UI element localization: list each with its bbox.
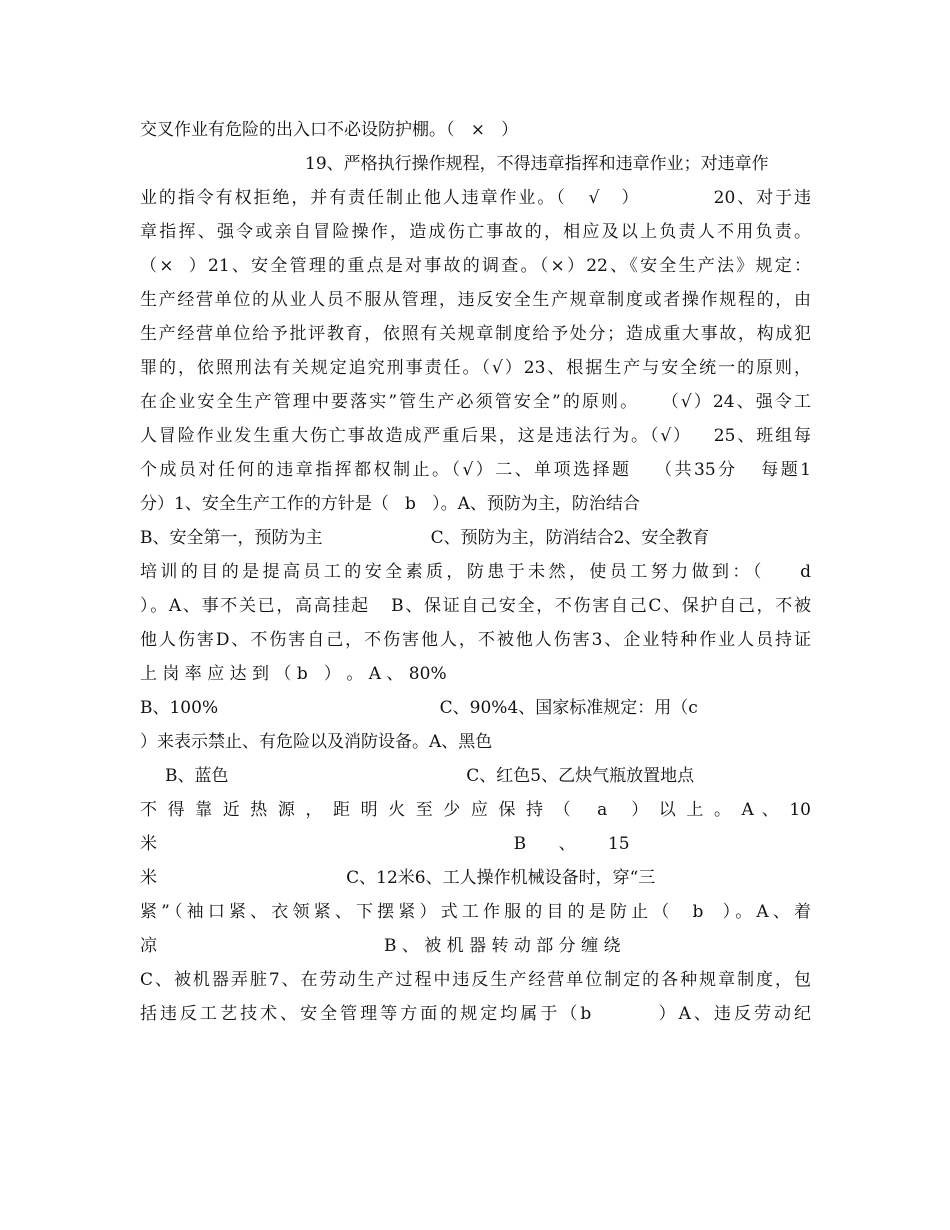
- text-line: 他人伤害D、不伤害自己，不伤害他人，不被他人伤害3、企业特种作业人员持证: [140, 630, 811, 650]
- text-line: B、100% C、90%4、国家标准规定：用（c: [140, 698, 698, 718]
- text-line: 分）1、安全生产工作的方针是（ b ）。A、预防为主，防治结合: [140, 494, 640, 514]
- text-line: 人冒险作业发生重大伤亡事故造成严重后果，这是违法行为。（√） 25、班组每: [140, 426, 811, 446]
- text-line: 19、严格执行操作规程，不得违章指挥和违章作业；对违章作: [305, 154, 769, 174]
- text-line: 生产经营单位的从业人员不服从管理，违反安全生产规章制度或者操作规程的，由: [140, 290, 811, 310]
- text-line: 在企业安全生产管理中要落实”管生产必须管安全”的原则。 （√）24、强令工: [140, 392, 811, 412]
- text-line: 凉 B 、 被 机 器 转 动 部 分 缠 绕: [140, 936, 621, 956]
- text-line: ）来表示禁止、有危险以及消防设备。A、黑色: [140, 732, 493, 752]
- text-line: （× ）21、安全管理的重点是对事故的调查。（×）22、《安全生产法》规定：: [140, 256, 811, 276]
- text-line: 米 C、12米6、工人操作机械设备时，穿“三: [140, 868, 656, 888]
- text-line: 生产经营单位给予批评教育，依照有关规章制度给予处分；造成重大事故，构成犯: [140, 324, 811, 344]
- text-line: 章指挥、强令或亲自冒险操作，造成伤亡事故的，相应及以上负责人不用负责。: [140, 222, 811, 242]
- text-line: 上 岗 率 应 达 到 （ b ） 。 A 、 80%: [140, 664, 447, 684]
- text-line: 业的指令有权拒绝，并有责任制止他人违章作业。（ √ ） 20、对于违: [140, 188, 811, 208]
- text-line: 米 B 、 15: [140, 834, 630, 854]
- text-line: 培训的目的是提高员工的安全素质，防患于未然，使员工努力做到：（ d: [140, 562, 811, 582]
- text-line: 紧”（袖口紧、衣领紧、下摆紧）式工作服的目的是防止（ b ）。A、着: [140, 902, 811, 922]
- text-line: 不 得 靠 近 热 源 ， 距 明 火 至 少 应 保 持 （ a ） 以 上 。 A 、 10: [140, 800, 811, 820]
- text-line: C、被机器弄脏7、在劳动生产过程中违反生产经营单位制定的各种规章制度，包: [140, 970, 811, 990]
- text-line: 括违反工艺技术、安全管理等方面的规定均属于（b ）A、违反劳动纪: [140, 1004, 811, 1024]
- text-line: ）。A、事不关已，高高挂起 B、保证自己安全，不伤害自己C、保护自己，不被: [140, 596, 811, 616]
- text-line: 交叉作业有危险的出入口不必设防护棚。（ × ）: [140, 120, 519, 140]
- text-line: B、安全第一，预防为主 C、预防为主，防消结合2、安全教育: [140, 528, 710, 548]
- text-line: 罪的，依照刑法有关规定追究刑事责任。（√）23、根据生产与安全统一的原则，: [140, 358, 811, 378]
- text-line: 个成员对任何的违章指挥都权制止。（√）二、单项选择题 （共35分 每题1: [140, 460, 811, 480]
- text-line: B、蓝色 C、红色5、乙炔气瓶放置地点: [165, 766, 695, 786]
